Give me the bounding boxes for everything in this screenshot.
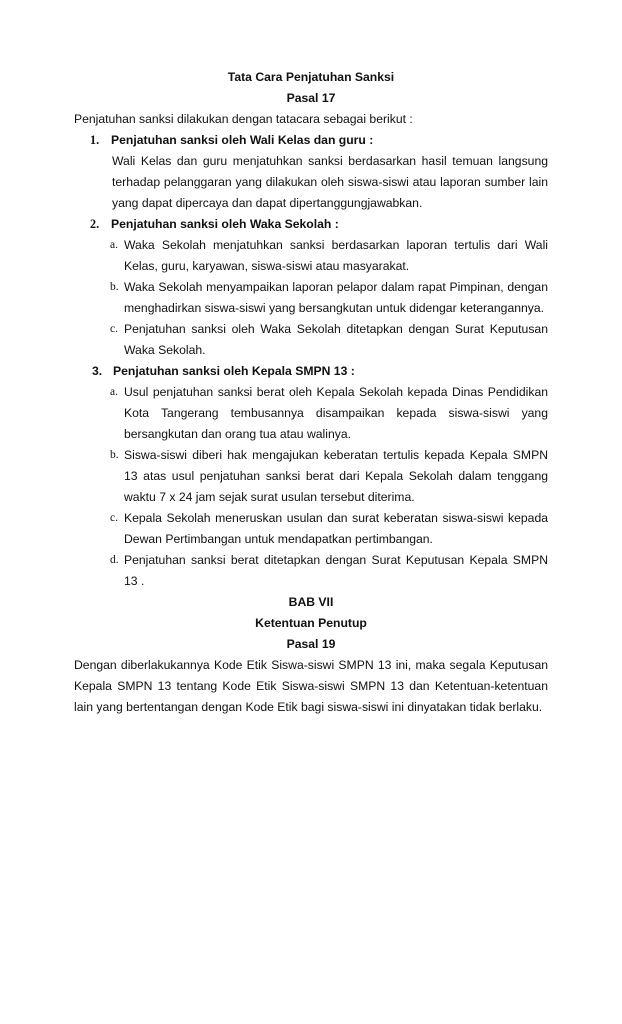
section-3-number: 3. [92,364,103,378]
section-2-title: Penjatuhan sanksi oleh Waka Sekolah : [111,217,339,231]
list-item-text: Siswa-siswi diberi hak mengajukan keberatan tertulis kepada Kepala SMPN 13 atas usul penjatuhan sanksi berat dari Kepala Sekolah dalam tenggang waktu 7 x 24 jam sejak surat usulan tersebut diterima. [124,448,548,504]
list-item [110,550,548,592]
section-1-number: 1. [90,133,100,147]
list-item [110,277,548,319]
list-item [110,508,548,550]
chapter-title: Ketentuan Penutup [255,616,367,630]
list-item-text: Waka Sekolah menjatuhkan sanksi berdasarkan laporan tertulis dari Wali Kelas, guru, karyawan, siswa-siswi atau masyarakat. [124,238,548,273]
section-title: Tata Cara Penjatuhan Sanksi [227,70,395,84]
pasal-heading: Pasal 19 [286,637,336,651]
list-item-letter: b. [110,281,119,293]
list-item-text: Kepala Sekolah meneruskan usulan dan surat keberatan siswa-siswi kepada Dewan Pertimbangan untuk mendapatkan pertimbangan. [124,511,548,546]
list-item-letter: c. [110,323,118,335]
document-content [74,67,548,718]
pasal-heading: Pasal 17 [286,91,336,105]
list-item [110,382,548,445]
list-item [110,235,548,277]
section-1-title: Penjatuhan sanksi oleh Wali Kelas dan guru : [111,133,374,147]
intro-paragraph: Penjatuhan sanksi dilakukan dengan tatacara sebagai berikut : [74,112,413,126]
list-item-letter: a. [110,239,118,251]
list-item-text: Penjatuhan sanksi oleh Waka Sekolah ditetapkan dengan Surat Keputusan Waka Sekolah. [124,322,548,357]
section-3-heading [92,361,548,382]
list-item-text: Waka Sekolah menyampaikan laporan pelapor dalam rapat Pimpinan, dengan menghadirkan siswa-siswi yang bersangkutan untuk didengar keterangannya. [124,280,548,315]
list-item [110,319,548,361]
list-item-letter: b. [110,449,119,461]
list-item-text: Usul penjatuhan sanksi berat oleh Kepala Sekolah kepada Dinas Pendidikan Kota Tangerang tembusannya disampaikan kepada siswa-siswi yang bersangkutan dan orang tua atau walinya. [124,385,548,441]
section-3-title: Penjatuhan sanksi oleh Kepala SMPN 13 : [113,364,355,378]
list-item-letter: c. [110,512,118,524]
section-1-body: Wali Kelas dan guru menjatuhkan sanksi berdasarkan hasil temuan langsung terhadap pelanggaran yang dilakukan oleh siswa-siswi atau laporan sumber lain yang dapat dipercaya dan dapat dipertanggungjawabkan. [112,154,548,210]
section-2-number: 2. [90,217,100,231]
list-item-letter: a. [110,386,118,398]
section-2-heading [90,214,548,235]
list-item-text: Penjatuhan sanksi berat ditetapkan dengan Surat Keputusan Kepala SMPN 13 . [124,553,548,588]
section-1-heading [90,130,548,151]
chapter-heading: BAB VII [288,595,334,609]
list-item-letter: d. [110,554,119,566]
list-item [110,445,548,508]
closing-paragraph: Dengan diberlakukannya Kode Etik Siswa-siswi SMPN 13 ini, maka segala Keputusan Kepala SMPN 13 tentang Kode Etik Siswa-siswi SMPN 13 dan Ketentuan-ketentuan lain yang bertentangan dengan Kode Etik bagi siswa-siswi ini dinyatakan tidak berlaku. [74,658,548,714]
